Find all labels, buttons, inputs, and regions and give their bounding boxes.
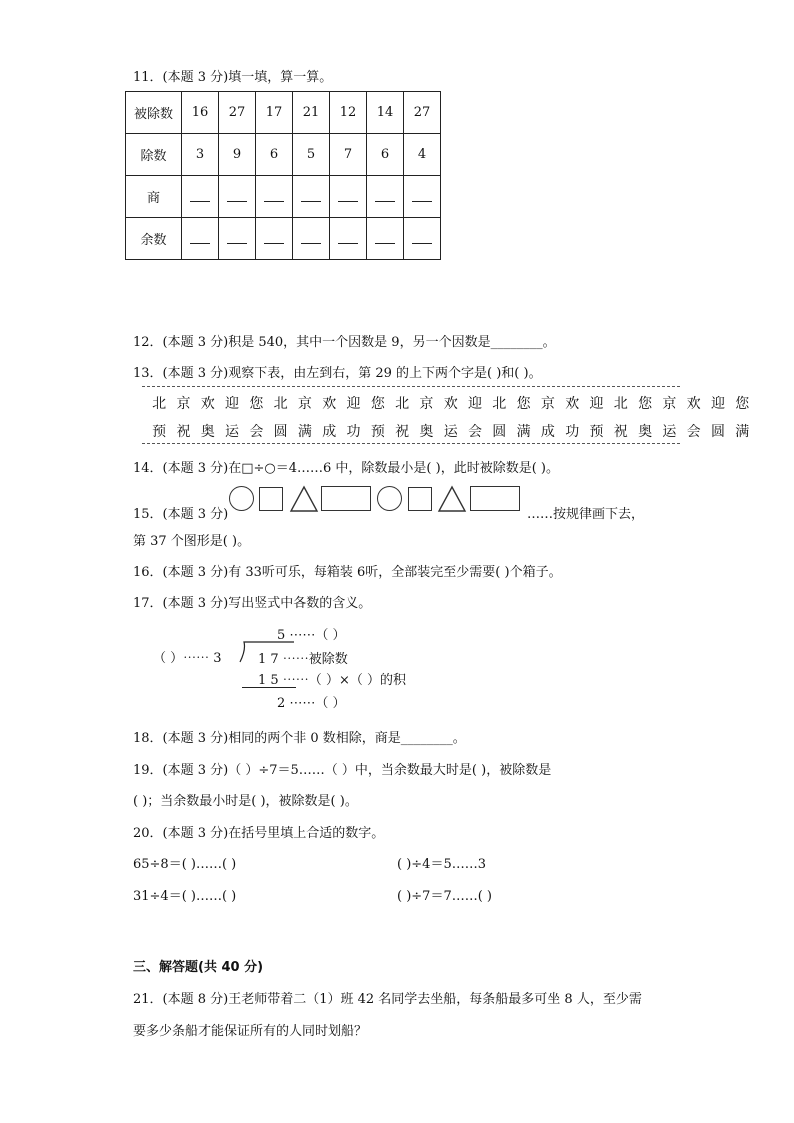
q21-line1: 21．(本题 8 分)王老师带着二（1）班 42 名同学去坐船，每条船最多可坐 8 人，至少需 — [133, 992, 642, 1007]
divisor-cell: 9 — [219, 134, 256, 176]
char-cell: 奥 — [638, 424, 653, 440]
char-cell: 迎 — [710, 396, 725, 412]
q18-text: 18．(本题 3 分)相同的两个非 0 数相除，商是________。 — [133, 731, 466, 746]
char-cell: 北 — [613, 396, 628, 412]
dividend-cell: 12 — [330, 92, 367, 134]
division-rule — [242, 687, 296, 688]
remainder-blank[interactable] — [404, 218, 441, 260]
q19-line1: 19．(本题 3 分)（ ）÷7＝5……（ ）中，当余数最大时是( )，被除数是 — [133, 763, 552, 778]
char-cell: 京 — [297, 396, 312, 412]
char-cell: 祝 — [613, 424, 628, 440]
char-cell: 满 — [516, 424, 531, 440]
remainder-blank[interactable] — [293, 218, 330, 260]
circle-shape — [229, 486, 254, 511]
char-cell: 迎 — [346, 396, 361, 412]
char-cell: 运 — [662, 424, 677, 440]
char-cell: 预 — [152, 424, 167, 440]
char-cell: 圆 — [273, 424, 288, 440]
divisor-cell: 3 — [182, 134, 219, 176]
q20-d: ( )÷7＝7……( ) — [397, 889, 492, 904]
q15-suffix: ……按规律画下去， — [527, 507, 645, 522]
row-label: 被除数 — [126, 92, 182, 134]
table-row — [126, 92, 441, 134]
char-row-top — [147, 393, 754, 413]
q15-prefix: 15．(本题 3 分) — [133, 507, 229, 522]
dividend-cell: 27 — [404, 92, 441, 134]
char-cell: 奥 — [200, 424, 215, 440]
triangle-shape — [289, 485, 319, 513]
quotient-blank[interactable] — [404, 176, 441, 218]
char-cell: 满 — [735, 424, 750, 440]
q17-title: 17．(本题 3 分)写出竖式中各数的含义。 — [133, 596, 372, 611]
char-cell: 迎 — [225, 396, 240, 412]
table-row — [126, 134, 441, 176]
char-cell: 欢 — [200, 396, 215, 412]
table-row — [126, 176, 441, 218]
char-cell: 圆 — [492, 424, 507, 440]
char-cell: 祝 — [395, 424, 410, 440]
q17-product: 1 5 ⋯⋯（ ）×（ ）的积 — [258, 673, 406, 688]
q20-b: ( )÷4＝5……3 — [397, 857, 486, 872]
q17-dividend: 1 7 ⋯⋯被除数 — [258, 652, 348, 667]
char-cell: 您 — [370, 396, 385, 412]
square-shape — [408, 487, 432, 511]
triangle-shape — [437, 485, 467, 513]
char-cell: 会 — [686, 424, 701, 440]
char-cell: 京 — [419, 396, 434, 412]
char-cell: 北 — [273, 396, 288, 412]
char-cell: 京 — [176, 396, 191, 412]
q11-title: 11．(本题 3 分)填一填，算一算。 — [133, 70, 333, 85]
quotient-blank[interactable] — [256, 176, 293, 218]
row-label: 余数 — [126, 218, 182, 260]
char-cell: 您 — [249, 396, 264, 412]
divisor-cell: 6 — [256, 134, 293, 176]
char-cell: 北 — [492, 396, 507, 412]
char-cell: 您 — [638, 396, 653, 412]
q21-line2: 要多少条船才能保证所有的人同时划船？ — [133, 1024, 368, 1039]
quotient-blank[interactable] — [182, 176, 219, 218]
char-cell: 成 — [540, 424, 555, 440]
q14-text: 14．(本题 3 分)在□÷○＝4……6 中，除数最小是( )，此时被除数是( )。 — [133, 461, 559, 476]
q17-quotient: 5 ⋯⋯（ ） — [277, 628, 346, 643]
divisor-cell: 6 — [367, 134, 404, 176]
dividend-cell: 21 — [293, 92, 330, 134]
char-cell: 圆 — [710, 424, 725, 440]
dividend-cell: 17 — [256, 92, 293, 134]
quotient-blank[interactable] — [293, 176, 330, 218]
char-cell: 欢 — [686, 396, 701, 412]
q19-line2: ( )；当余数最小时是( )，被除数是( )。 — [133, 794, 358, 809]
rectangle-shape — [321, 486, 371, 511]
remainder-blank[interactable] — [330, 218, 367, 260]
quotient-blank[interactable] — [367, 176, 404, 218]
char-cell: 京 — [540, 396, 555, 412]
row-label: 商 — [126, 176, 182, 218]
char-cell: 预 — [589, 424, 604, 440]
q15-line2: 第 37 个图形是( )。 — [133, 534, 251, 549]
char-cell: 京 — [662, 396, 677, 412]
q20-title: 20．(本题 3 分)在括号里填上合适的数字。 — [133, 826, 385, 841]
char-cell: 会 — [249, 424, 264, 440]
char-cell: 运 — [225, 424, 240, 440]
char-cell: 功 — [565, 424, 580, 440]
remainder-blank[interactable] — [219, 218, 256, 260]
char-cell: 迎 — [589, 396, 604, 412]
char-row-bottom — [147, 421, 754, 441]
q13-text: 13．(本题 3 分)观察下表，由左到右，第 29 的上下两个字是( )和( )。 — [133, 366, 542, 381]
division-table — [125, 91, 441, 260]
q20-a: 65÷8＝( )……( ) — [133, 857, 237, 872]
dashed-divider — [142, 386, 680, 387]
dividend-cell: 16 — [182, 92, 219, 134]
quotient-blank[interactable] — [219, 176, 256, 218]
char-cell: 您 — [516, 396, 531, 412]
dividend-cell: 27 — [219, 92, 256, 134]
char-cell: 会 — [468, 424, 482, 440]
remainder-blank[interactable] — [182, 218, 219, 260]
char-cell: 迎 — [468, 396, 482, 412]
char-cell: 奥 — [419, 424, 434, 440]
square-shape — [259, 487, 283, 511]
char-cell: 北 — [152, 396, 167, 412]
char-cell: 北 — [395, 396, 410, 412]
divisor-cell: 4 — [404, 134, 441, 176]
quotient-blank[interactable] — [330, 176, 367, 218]
divisor-cell: 7 — [330, 134, 367, 176]
char-cell: 祝 — [176, 424, 191, 440]
char-cell: 满 — [297, 424, 312, 440]
char-cell: 欢 — [565, 396, 580, 412]
q16-text: 16．(本题 3 分)有 33听可乐，每箱装 6听，全部装完至少需要( )个箱子。 — [133, 565, 562, 580]
remainder-blank[interactable] — [256, 218, 293, 260]
q12-text: 12．(本题 3 分)积是 540，其中一个因数是 9，另一个因数是________。 — [133, 335, 556, 350]
section-title: 三、解答题(共 40 分) — [133, 960, 264, 975]
row-label: 除数 — [126, 134, 182, 176]
char-cell: 预 — [370, 424, 385, 440]
q17-divisor: （ ）⋯⋯ 3 — [153, 651, 222, 666]
char-cell: 欢 — [443, 396, 458, 412]
q20-c: 31÷4＝( )……( ) — [133, 889, 237, 904]
dividend-cell: 14 — [367, 92, 404, 134]
char-cell: 运 — [443, 424, 458, 440]
circle-shape — [377, 486, 402, 511]
char-cell: 您 — [735, 396, 750, 412]
remainder-blank[interactable] — [367, 218, 404, 260]
q17-remainder: 2 ⋯⋯（ ） — [277, 696, 346, 711]
table-row — [126, 218, 441, 260]
divisor-cell: 5 — [293, 134, 330, 176]
char-cell: 功 — [346, 424, 361, 440]
dashed-divider — [142, 443, 680, 444]
char-cell: 欢 — [322, 396, 337, 412]
char-cell: 成 — [322, 424, 337, 440]
rectangle-shape — [470, 486, 520, 511]
